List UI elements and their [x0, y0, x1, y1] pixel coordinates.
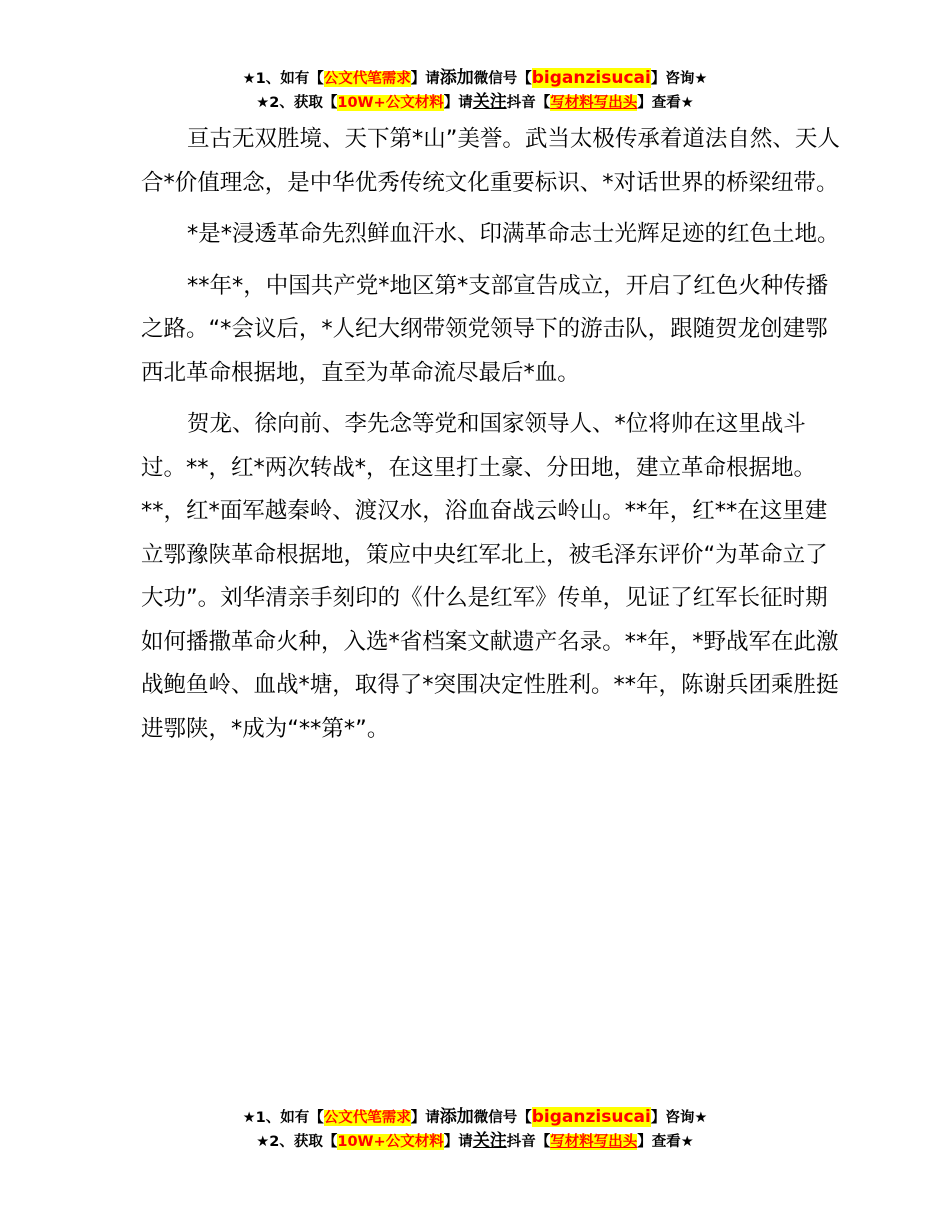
footer-banner: [0, 1106, 950, 1154]
banner-text: 微信号【: [473, 1110, 532, 1126]
highlight-douyin-account: 写材料写出头: [550, 1134, 638, 1150]
banner-text: 关注: [472, 1131, 507, 1151]
banner-text: 】咨询★: [650, 71, 708, 87]
banner-text: 】查看★: [637, 95, 694, 111]
banner-text: 抖音【: [506, 95, 551, 111]
banner-text: ★2、获取【: [256, 1134, 338, 1150]
highlight-wechat-id: biganzisucai: [531, 1107, 651, 1127]
banner-text: 】请: [443, 95, 473, 111]
highlight-materials: 10W+公文材料: [337, 1134, 444, 1150]
banner-text: 】请: [410, 71, 440, 87]
banner-text: 】请: [410, 1110, 440, 1126]
banner-text: 微信号【: [473, 71, 532, 87]
banner-line-1: [0, 67, 950, 91]
paragraph: 贺龙、徐向前、李先念等党和国家领导人、*位将帅在这里战斗过。**，红*两次转战*，在这里打土豪、分田地，建立革命根据地。**，红*面军越秦岭、渡汉水，浴血奋战云岭山。**年，红**在这里建立鄂豫陕革命根据地，策应中央红军北上，被毛泽东评价“为革命立了大功”。刘华清亲手刻印的《什么是红军》传单，见证了红军长征时期如何播撒革命火种，入选*省档案文献遗产名录。**年，*野战军在此激战鲍鱼岭、血战*塘，取得了*突围决定性胜利。**年，陈谢兵团乘胜挺进鄂陕，*成为“**第*”。: [141, 411, 839, 742]
banner-text: 抖音【: [506, 1134, 551, 1150]
paragraph: *是*浸透革命先烈鲜血汗水、印满革命志士光辉足迹的红色土地。: [187, 221, 840, 247]
banner-text: ★1、如有【: [242, 71, 324, 87]
banner-text: 】请: [443, 1134, 473, 1150]
banner-text: 添加: [439, 68, 474, 88]
banner-text: 添加: [439, 1107, 474, 1127]
highlight-wechat-id: biganzisucai: [531, 68, 651, 88]
paragraph: **年*，中国共产党*地区第*支部宣告成立，开启了红色火种传播之路。“*会议后，*人纪大纲带领党领导下的游击队，跟随贺龙创建鄂西北革命根据地，直至为革命流尽最后*血。: [141, 272, 829, 386]
banner-text: 】咨询★: [650, 1110, 708, 1126]
banner-text: ★1、如有【: [242, 1110, 324, 1126]
banner-line-1: [0, 1106, 950, 1130]
document-body: [141, 118, 841, 759]
paragraph: 亘古无双胜境、天下第*山”美誉。武当太极传承着道法自然、天人合*价值理念，是中华优秀传统文化重要标识、*对话世界的桥梁纽带。: [141, 126, 840, 196]
highlight-service: 公文代笔需求: [323, 1110, 411, 1126]
banner-text: 】查看★: [637, 1134, 694, 1150]
highlight-service: 公文代笔需求: [323, 71, 411, 87]
banner-line-2: [0, 1130, 950, 1154]
banner-text: ★2、获取【: [256, 95, 338, 111]
highlight-materials: 10W+公文材料: [337, 95, 444, 111]
header-banner: [0, 67, 950, 115]
highlight-douyin-account: 写材料写出头: [550, 95, 638, 111]
banner-line-2: [0, 91, 950, 115]
banner-text: 关注: [472, 92, 507, 112]
